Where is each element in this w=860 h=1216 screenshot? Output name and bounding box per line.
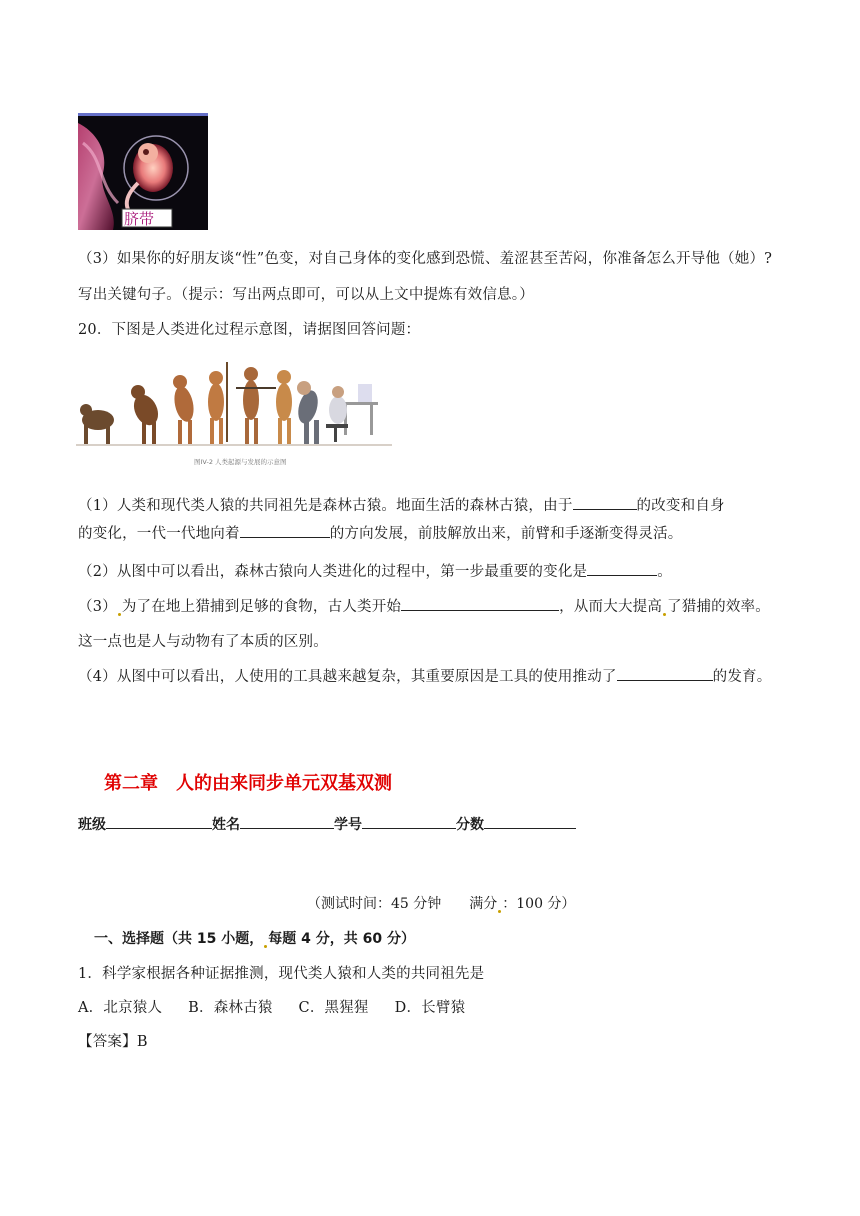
human-evolution-figure	[76, 352, 392, 472]
test-info-a: （测试时间：45 分钟 满分	[307, 896, 498, 912]
class-label: 班级	[78, 817, 106, 833]
q19-3-line2: 写出关键句子。（提示：写出两点即可，可以从上文中提炼有效信息。）	[78, 287, 534, 303]
umbilical-cord-figure	[78, 113, 208, 230]
umbilical-cord-label: 脐带	[124, 210, 155, 228]
q19-3-line1: （3）如果你的好朋友谈“性”色变，对自己身体的变化感到恐慌、羞涩甚至苦闷，你准备怎么开导他（她）?	[78, 251, 773, 267]
q1-option-c: C．黑猩猩	[298, 1000, 369, 1016]
q20-sub2-text-b: 。	[657, 564, 672, 580]
q1-answer	[78, 1030, 148, 1051]
q20-sub2-line	[78, 560, 672, 581]
q20-sub3-blank[interactable]	[401, 596, 559, 611]
q20-sub2-blank[interactable]	[587, 561, 657, 576]
q20-sub3-line1	[78, 595, 770, 616]
number-field[interactable]	[362, 814, 456, 829]
chapter-title: 第二章 人的由来同步单元双基双测	[104, 773, 392, 794]
q20-sub1-blank-2[interactable]	[240, 523, 330, 538]
answer-label: 【答案】	[78, 1034, 137, 1050]
q20-sub1-text-a: （1）人类和现代类人猿的共同祖先是森林古猿。地面生活的森林古猿，由于	[78, 498, 573, 514]
q20-sub1-line2	[78, 522, 683, 543]
class-field[interactable]	[106, 814, 212, 829]
student-info-line	[78, 814, 576, 834]
score-label: 分数	[456, 817, 484, 833]
q1-option-d: D．长臂猿	[394, 1000, 466, 1016]
q1-options	[78, 996, 465, 1017]
q1-option-b: B．森林古猿	[188, 1000, 273, 1016]
q1-stem: 1．科学家根据各种证据推测，现代类人猿和人类的共同祖先是	[78, 966, 485, 982]
test-info-b: ：100 分）	[502, 896, 576, 912]
name-field[interactable]	[240, 814, 334, 829]
mark-dot	[498, 910, 501, 913]
section-heading	[94, 928, 415, 948]
q20-sub4-blank[interactable]	[617, 666, 713, 681]
q20-sub1-line1	[78, 494, 725, 515]
section-heading-b: 每题 4 分，共 60 分）	[268, 931, 415, 947]
mark-dot	[118, 613, 121, 616]
q20-sub3-text-d: 了猎捕的效率。	[667, 599, 770, 615]
q20-sub4-text-a: （4）从图中可以看出，人使用的工具越来越复杂，其重要原因是工具的使用推动了	[78, 669, 617, 685]
mark-dot	[264, 945, 267, 948]
q20-sub3-text-b: 为了在地上猎捕到足够的食物，古人类开始	[121, 599, 402, 615]
number-label: 学号	[334, 817, 362, 833]
q20-sub4-line	[78, 665, 771, 686]
q20-sub1-blank-1[interactable]	[573, 495, 637, 510]
section-heading-a: 一、选择题（共 15 小题，	[94, 931, 264, 947]
q20-sub1-text-d: 的方向发展，前肢解放出来，前臂和手逐渐变得灵活。	[329, 526, 683, 542]
evolution-image	[76, 352, 392, 472]
name-label: 姓名	[212, 817, 240, 833]
mark-dot	[663, 613, 666, 616]
q20-sub1-text-b: 的改变和自身	[636, 498, 725, 514]
q1-option-a: A．北京猿人	[78, 1000, 163, 1016]
score-field[interactable]	[484, 814, 576, 829]
q20-stem: 20．下图是人类进化过程示意图，请据图回答问题：	[78, 322, 421, 338]
evolution-figure-caption: 图IV-2 人类起源与发展的示意图	[194, 458, 287, 466]
q20-sub3-line2: 这一点也是人与动物有了本质的区别。	[78, 634, 328, 650]
q20-sub1-text-c: 的变化，一代一代地向着	[78, 526, 240, 542]
q20-sub3-text-a: （3）	[78, 599, 117, 615]
q20-sub2-text-a: （2）从图中可以看出，森林古猿向人类进化的过程中，第一步最重要的变化是	[78, 564, 588, 580]
q20-sub3-text-c: ，从而大大提高	[559, 599, 663, 615]
test-info	[307, 893, 575, 913]
q20-sub4-text-b: 的发育。	[712, 669, 772, 685]
answer-value: B	[136, 1034, 148, 1050]
